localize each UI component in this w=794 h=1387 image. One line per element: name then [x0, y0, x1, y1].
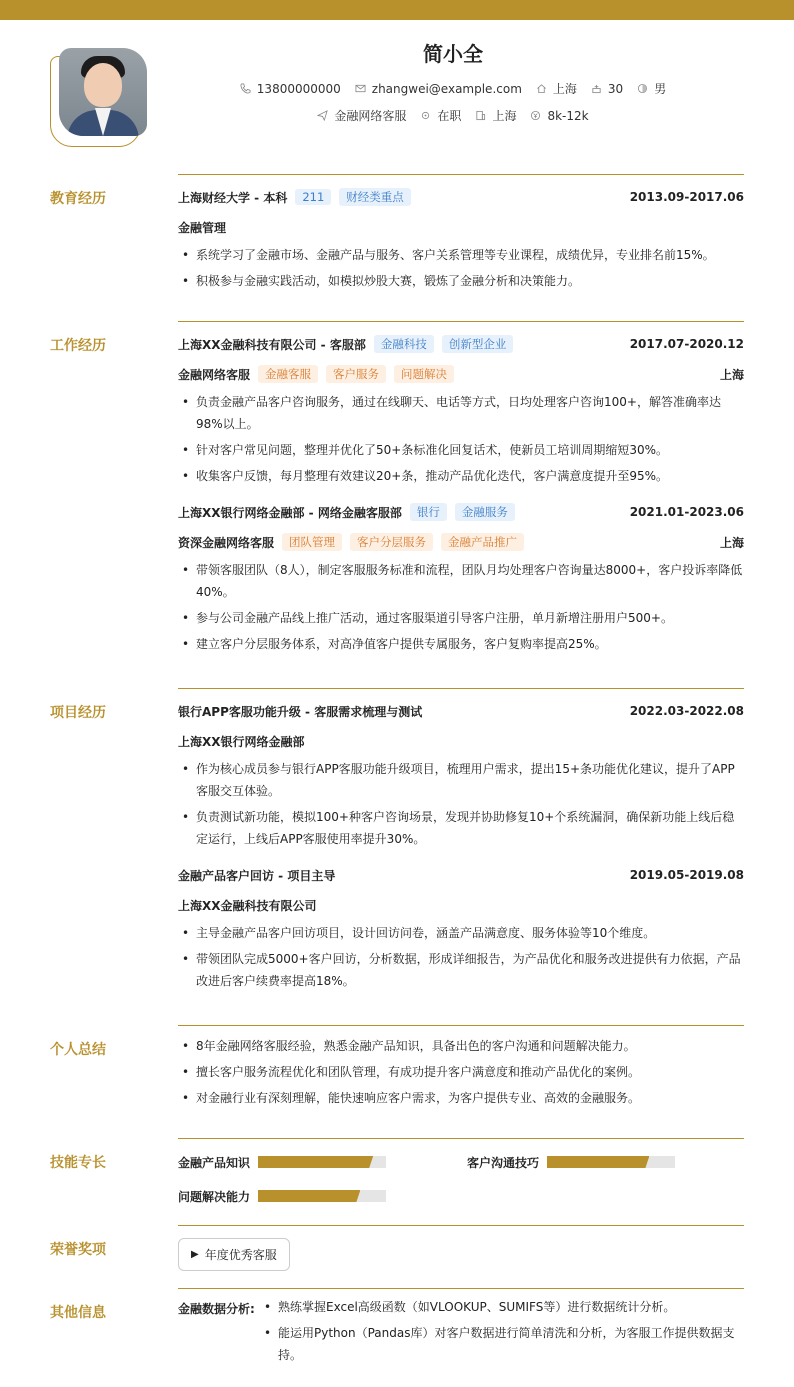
skill-bar-fill [258, 1156, 373, 1168]
list-item: • 熟练掌握Excel高级函数（如VLOOKUP、SUMIFS等）进行数据统计分析。 [278, 1296, 744, 1318]
date: 2013.09-2017.06 [629, 190, 744, 204]
city: 上海 [719, 535, 744, 550]
role: 金融网络客服 [178, 367, 251, 382]
status-text: 在职 [437, 109, 462, 123]
list-item: • 带领团队完成5000+客户回访，分析数据，形成详细报告，为产品优化和服务改进提供有力依据，产品改进后客户续费率提高18%。 [196, 948, 744, 992]
gender-text: 男 [654, 82, 667, 96]
tag: 创新型企业 [442, 335, 514, 353]
other-label: 金融数据分析: [178, 1302, 255, 1316]
play-icon: ▶ [191, 1249, 199, 1260]
skill-bar [258, 1156, 386, 1168]
tag: 金融客服 [258, 365, 318, 383]
list-item: • 收集客户反馈，每月整理有效建议20+条，推动产品优化迭代，客户满意度提升至95%。 [196, 465, 744, 487]
list-item: • 负责金融产品客户咨询服务，通过在线聊天、电话等方式，日均处理客户咨询100+，解答准确率达98%以上。 [196, 391, 744, 435]
salary-text: 8k-12k [547, 108, 589, 123]
gender-icon [637, 83, 648, 94]
send-icon [317, 110, 328, 121]
tag: 金融服务 [455, 503, 515, 521]
list-item: • 对金融行业有深刻理解，能快速响应客户需求，为客户提供专业、高效的金融服务。 [196, 1087, 744, 1109]
section-title: 技能专长 [50, 1155, 106, 1171]
skill-name: 金融产品知识 [178, 1156, 251, 1170]
company-name: 上海XX金融科技有限公司 - 客服部 [178, 337, 366, 352]
award-label: 年度优秀客服 [204, 1248, 277, 1262]
skill-bar [547, 1156, 675, 1168]
phone-text: 13800000000 [256, 81, 341, 96]
list-item: • 参与公司金融产品线上推广活动，通过客服渠道引导客户注册，单月新增注册用户500+。 [196, 607, 744, 629]
list-item: • 系统学习了金融市场、金融产品与服务、客户关系管理等专业课程，成绩优异，专业排名前15%。 [196, 244, 744, 266]
list-item: • 积极参与金融实践活动，如模拟炒股大赛，锻炼了金融分析和决策能力。 [196, 270, 744, 292]
section-title: 其他信息 [50, 1305, 106, 1321]
city: 上海 [719, 367, 744, 382]
date: 2021.01-2023.06 [629, 505, 744, 519]
list-item: • 针对客户常见问题，整理并优化了50+条标准化回复话术，使新员工培训周期缩短30%。 [196, 439, 744, 461]
skill-name: 客户沟通技巧 [467, 1156, 540, 1170]
email-icon [355, 83, 366, 94]
target-city-text: 上海 [492, 109, 517, 123]
school-name: 上海财经大学 - 本科 [178, 190, 288, 205]
skill-bar-fill [547, 1156, 649, 1168]
tag: 金融产品推广 [441, 533, 524, 551]
tag: 财经类重点 [339, 188, 411, 206]
skill-name: 问题解决能力 [178, 1190, 251, 1204]
tag: 金融科技 [374, 335, 434, 353]
tag: 客户分层服务 [350, 533, 433, 551]
tag: 银行 [410, 503, 447, 521]
list-item: • 主导金融产品客户回访项目，设计回访问卷，涵盖产品满意度、服务体验等10个维度。 [196, 922, 744, 944]
top-accent-bar [0, 0, 794, 20]
cake-icon [591, 83, 602, 94]
age-text: 30 [607, 81, 624, 96]
list-item: • 负责测试新功能，模拟100+种客户咨询场景，发现并协助修复10+个系统漏洞，确保新功能上线后稳定运行，上线后APP客服使用率提升30%。 [196, 806, 744, 850]
list-item: • 8年金融网络客服经验，熟悉金融产品知识，具备出色的客户沟通和问题解决能力。 [196, 1035, 744, 1057]
target-job-text: 金融网络客服 [334, 109, 407, 123]
section-title: 教育经历 [50, 191, 106, 207]
tag: 问题解决 [394, 365, 454, 383]
company-name: 上海XX银行网络金融部 - 网络金融客服部 [178, 505, 402, 520]
tag: 客户服务 [326, 365, 386, 383]
major: 金融管理 [178, 220, 227, 235]
salary-icon [530, 110, 541, 121]
home-icon [536, 83, 547, 94]
skill-bar-fill [258, 1190, 360, 1202]
location-text: 上海 [552, 82, 577, 96]
job-intent-row [160, 107, 746, 124]
project-org: 上海XX金融科技有限公司 [178, 898, 317, 913]
list-item: • 作为核心成员参与银行APP客服功能升级项目，梳理用户需求，提出15+条功能优化建议，提升了APP客服交互体验。 [196, 758, 744, 802]
phone-icon [240, 83, 251, 94]
project-name: 金融产品客户回访 - 项目主导 [178, 868, 336, 883]
email-text: zhangwei@example.com [371, 81, 522, 96]
role: 资深金融网络客服 [178, 535, 275, 550]
list-item: • 带领客服团队（8人），制定客服服务标准和流程，团队月均处理客户咨询量达8000+，客户投诉率降低40%。 [196, 559, 744, 603]
tag: 211 [295, 189, 331, 205]
section-title: 个人总结 [50, 1042, 106, 1058]
section-title: 荣誉奖项 [50, 1242, 106, 1258]
candidate-name: 简小全 [423, 42, 483, 66]
skill-bar [258, 1190, 386, 1202]
date: 2019.05-2019.08 [629, 868, 744, 882]
section-title: 工作经历 [50, 338, 106, 354]
list-item: • 擅长客户服务流程优化和团队管理，有成功提升客户满意度和推动产品优化的案例。 [196, 1061, 744, 1083]
list-item: • 能运用Python（Pandas库）对客户数据进行简单清洗和分析，为客服工作提供数据支持。 [278, 1322, 744, 1366]
award-item[interactable] [178, 1238, 290, 1271]
date: 2022.03-2022.08 [629, 704, 744, 718]
section-title: 项目经历 [50, 705, 106, 721]
date: 2017.07-2020.12 [629, 337, 744, 351]
contact-row [160, 80, 746, 97]
project-org: 上海XX银行网络金融部 [178, 734, 305, 749]
tag: 团队管理 [282, 533, 342, 551]
building-icon [475, 110, 486, 121]
skills-section [50, 1138, 744, 1218]
list-item: • 建立客户分层服务体系，对高净值客户提供专属服务，客户复购率提高25%。 [196, 633, 744, 655]
status-icon [420, 110, 431, 121]
project-name: 银行APP客服功能升级 - 客服需求梳理与测试 [178, 704, 423, 719]
